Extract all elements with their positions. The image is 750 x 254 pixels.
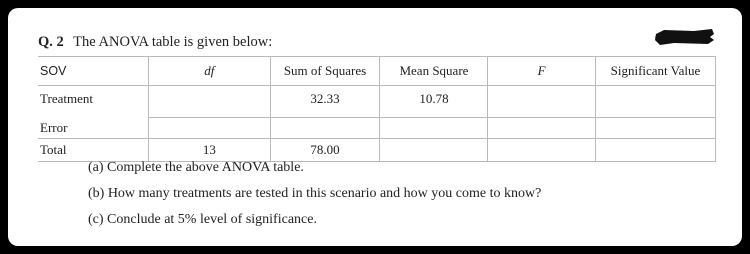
header-sum-of-squares: Sum of Squares xyxy=(270,57,380,86)
cell-significant-value xyxy=(595,139,715,162)
cell-significant-value xyxy=(595,86,715,118)
table-row-error xyxy=(38,118,716,139)
cell-df xyxy=(149,118,270,139)
cell-f xyxy=(488,139,596,162)
cell-sum-of-squares: 78.00 xyxy=(270,139,380,162)
header-significant-value: Significant Value xyxy=(595,57,715,86)
question-prompt: The ANOVA table is given below: xyxy=(73,34,273,50)
part-b: (b) How many treatments are tested in this scenario and how you come to know? xyxy=(88,186,542,201)
cell-df: 13 xyxy=(149,139,270,162)
cell-sum-of-squares xyxy=(270,118,380,139)
header-sov: SOV xyxy=(38,57,149,86)
cell-sov: Total xyxy=(38,139,149,162)
cell-mean-square xyxy=(380,118,488,139)
cell-mean-square xyxy=(380,139,488,162)
question-page xyxy=(8,8,742,246)
part-a: (a) Complete the above ANOVA table. xyxy=(88,160,304,175)
question-parts xyxy=(88,160,541,238)
header-f: F xyxy=(488,57,596,86)
cell-sov: Treatment xyxy=(38,86,149,118)
part-c: (c) Conclude at 5% level of significance. xyxy=(88,212,317,227)
anova-table xyxy=(38,56,716,162)
cell-sov: Error xyxy=(38,118,149,139)
cell-f xyxy=(488,86,596,118)
redaction-mark xyxy=(654,28,716,46)
table-row-treatment xyxy=(38,86,716,118)
table-header-row xyxy=(38,57,716,86)
cell-sum-of-squares: 32.33 xyxy=(270,86,380,118)
header-df: df xyxy=(149,57,270,86)
cell-mean-square: 10.78 xyxy=(380,86,488,118)
question-heading xyxy=(38,34,272,51)
question-number: Q. 2 xyxy=(38,34,64,50)
table-row-total xyxy=(38,139,716,162)
cell-df xyxy=(149,86,270,118)
cell-significant-value xyxy=(595,118,715,139)
cell-f xyxy=(488,118,596,139)
header-mean-square: Mean Square xyxy=(380,57,488,86)
